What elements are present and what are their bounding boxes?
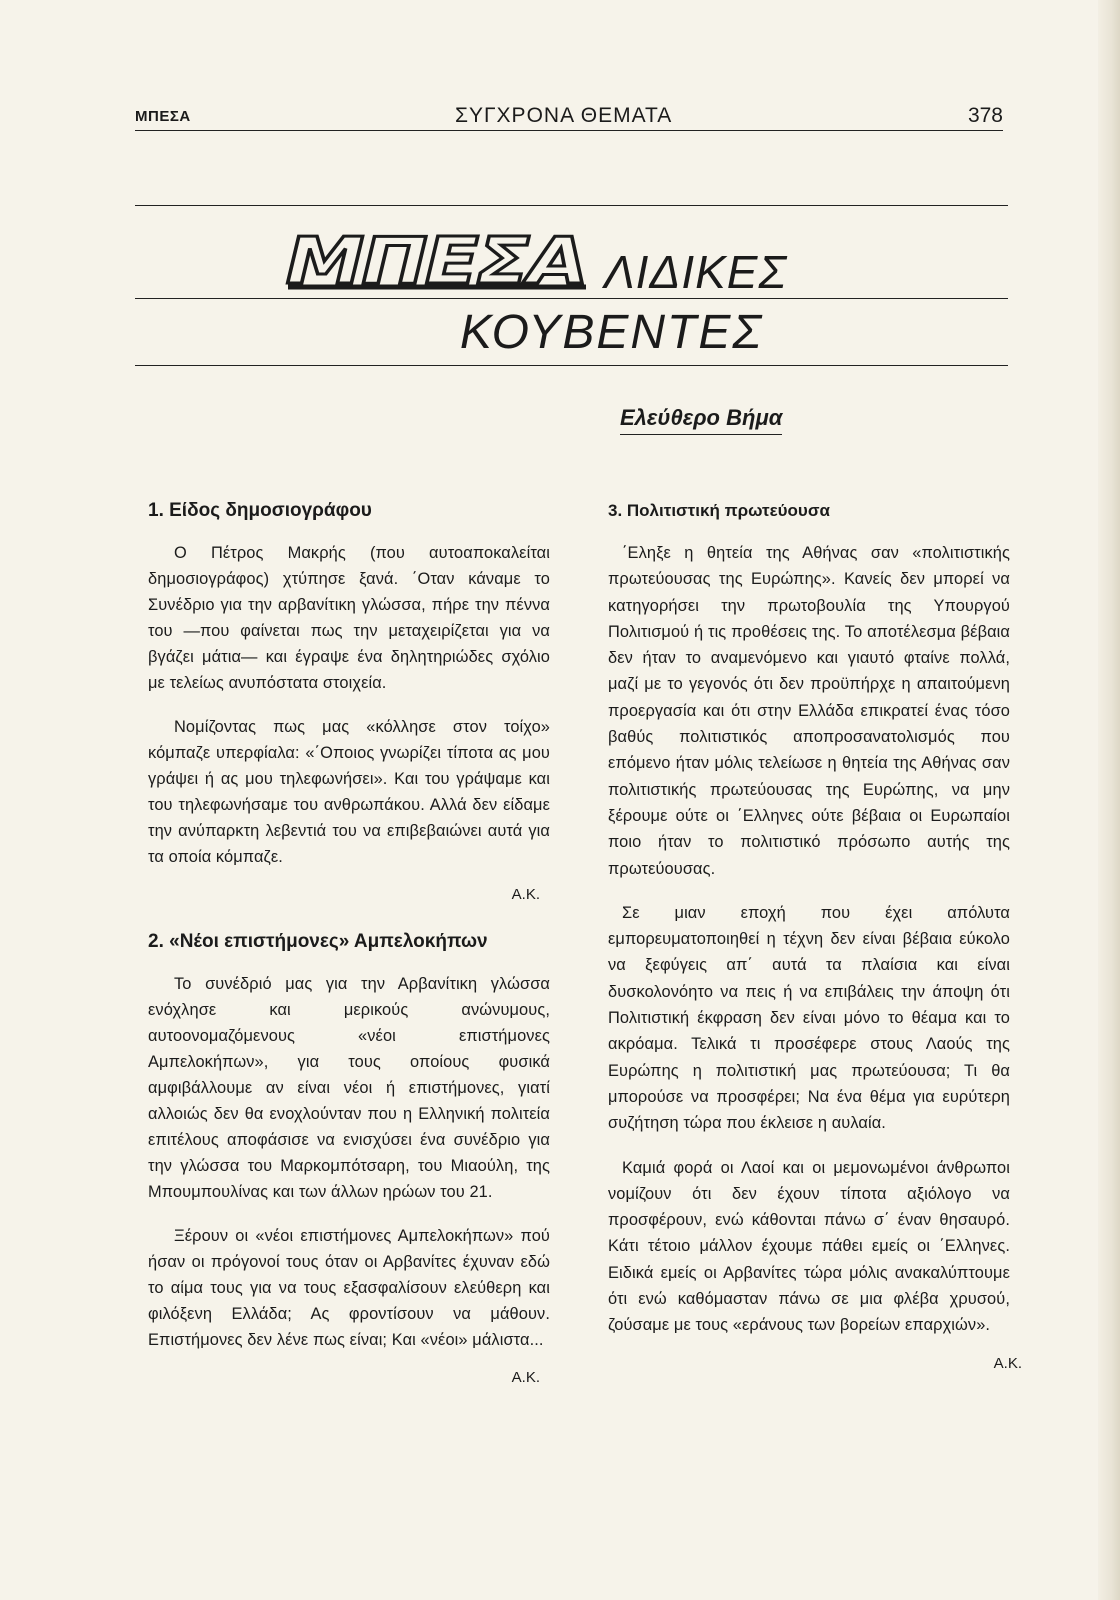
section-heading: 3. Πολιτιστική πρωτεύουσα (608, 501, 830, 520)
title-rule-bottom (135, 365, 1008, 366)
logo-text: ΜΠΕΣΑ (286, 225, 586, 299)
title-rule-top (135, 205, 1008, 206)
right-column (608, 500, 1022, 1400)
paragraph: ΄Εληξε η θητεία της Αθήνας σαν «πολιτιστικής πρωτεύουσας της Ευρώπης». Κανείς δεν μπορεί να κατηγορήσει την πρωτοβουλία της Υπουργού Πολιτισμού ή τις προθέσεις της. Το αποτέλεσμα βέβαια δεν ήταν το αναμενόμενο και γιαυτό φταίνε πολλά, μαζί με το γεγονός ότι δεν προϋπήρχε η απαιτούμενη προεργασία και ότι στην Ελλάδα επικρατεί ένας τόσο βαθύς πολιτιστικός αποπροσανατολισμός που επόμενο ήταν μόλις τελείωσε η θητεία της Αθήνας σαν πολιτιστικής πρωτεύουσας της Ευρώπης, να μην ξέρουμε ούτε οι ΄Ελληνες ούτε βέβαια οι Ευρωπαίοι ποιο ήταν το πολιτιστικό πρόσωπο αυτής της πρωτεύουσας. (608, 544, 1010, 878)
section-heading: 1. Είδος δημοσιογράφου (148, 500, 372, 521)
paragraph: Ο Πέτρος Μακρής (που αυτοαποκαλείται δημοσιογράφος) χτύπησε ξανά. ΄Οταν κάναμε το Συνέδριο για την αρβανίτικη γλώσσα, πήρε την πέννα του —που φαίνεται πως την μεταχειρίζεται για να βγάζει μάτια— και έγραψε ένα δηλητηριώδες σχόλιο με τελείως ανυπόστατα στοιχεία. (148, 544, 550, 692)
paragraph: Καμιά φορά οι Λαοί και οι μεμονωμένοι άνθρωποι νομίζουν ότι δεν έχουν τίποτα αξιόλογο να προσφέρουν, ενώ κάθονται πάνω σ΄ έναν θησαυρό. Κάτι τέτοιο μάλλον έχουμε πάθει εμείς οι ΄Ελληνες. Ειδικά εμείς οι Αρβανίτες τώρα μόλις ανακαλύπτουμε ότι ενώ καθόμασταν πάνω σε μια φλέβα χρυσού, ζούσαμε με τους «εράνους των βορείων επαρχιών». (608, 1158, 1010, 1335)
page-edge (1098, 0, 1120, 1600)
section-heading: 2. «Νέοι επιστήμονες» Αμπελοκήπων (148, 931, 488, 952)
running-header (135, 100, 1003, 131)
title-line-2: ΚΟΥΒΕΝΤΕΣ (459, 306, 764, 359)
title-block (135, 205, 1008, 370)
signature: Α.Κ. (511, 886, 540, 903)
header-section-title: ΣΥΓΧΡΟΝΑ ΘΕΜΑΤΑ (455, 104, 673, 127)
left-column (148, 500, 550, 1414)
mpesa-logo (280, 217, 600, 299)
page-number: 378 (967, 104, 1003, 127)
paragraph: Ξέρουν οι «νέοι επιστήμονες Αμπελοκήπων» πού ήσαν οι πρόγονοί τους όταν οι Αρβανίτες έχυναν εδώ το αίμα τους για να τους εξασφαλίσουν ελεύθερη και φιλόξενη Ελλάδα; Ας φροντίσουν να μάθουν. Επιστήμονες δεν λένε πως είναι; Και «νέοι» μάλιστα... (148, 1227, 550, 1349)
title-rule-middle (135, 298, 1008, 299)
signature: Α.Κ. (511, 1369, 540, 1386)
section-2 (148, 931, 550, 1386)
subhead: Ελεύθερο Βήμα (620, 405, 782, 435)
paragraph: Το συνέδριό μας για την Αρβανίτικη γλώσσα ενόχλησε και μερικούς ανώνυμους, αυτοονομαζόμενους «νέοι επιστήμονες Αμπελοκήπων», για τους οποίους φυσικά αμφιβάλλουμε αν είναι νέοι ή επιστήμονες, γιατί αλλοιώς δεν θα ενοχλούνταν που η Ελληνική πολιτεία επιτέλους αποφάσισε να ενισχύσει ένα συνέδριο για την γλώσσα του Μαρκομπότσαρη, του Μιαούλη, της Μπουμπουλίνας και των άλλων ηρώων του 21. (148, 975, 550, 1201)
signature: Α.Κ. (993, 1354, 1022, 1372)
paragraph: Νομίζοντας πως μας «κόλλησε στον τοίχο» κόμπαζε υπερφίαλα: «΄Οποιος γνωρίζει τίποτα ας μου γράψει ή ας μου τηλεφωνήσει». Και του γράψαμε και του τηλεφωνήσαμε του ανθρωπάκου. Αλλά δεν είδαμε την ανύπαρκτη λεβεντιά του να επιβεβαιώνει αυτά για τα οποία κόμπαζε. (148, 718, 550, 866)
header-journal-name: ΜΠΕΣΑ (135, 108, 191, 125)
section-3 (608, 500, 1022, 1372)
paragraph: Σε μιαν εποχή που έχει απόλυτα εμπορευματοποιηθεί η τέχνη δεν είναι βέβαια εύκολο να ξεφύγεις απ΄ αυτά τα πλαίσια και είναι δυσκολονόητο να πεις ή να επιβάλεις την άποψη ότι Πολιτιστική έκφραση δεν είναι μόνο το θέαμα και το ακρόαμα. Τελικά τι προσέφερε στους Λαούς της Ευρώπης η πολιτιστική μας πρωτεύουσα; Τι θα μπορούσε να προσφέρει; Να ένα θέμα για ευρύτερη συζήτηση τώρα που έκλεισε η αυλαία. (608, 903, 1010, 1133)
section-1 (148, 500, 550, 903)
title-line-1: ΛΙΔΙΚΕΣ (604, 246, 788, 298)
